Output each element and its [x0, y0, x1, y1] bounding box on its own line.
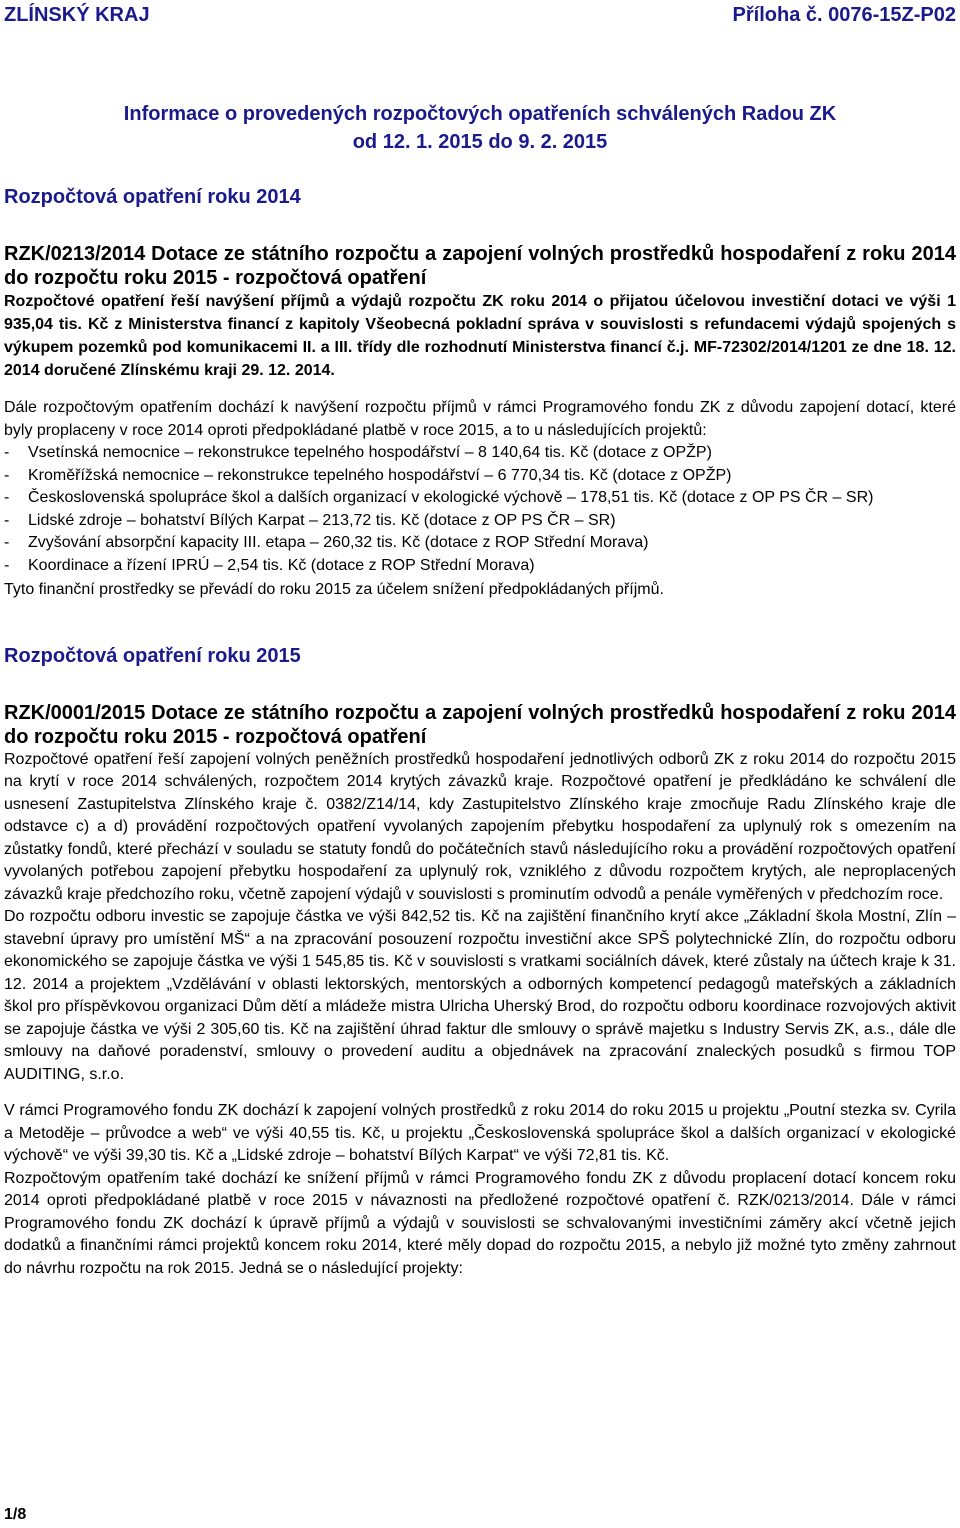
- list-item: - Koordinace a řízení IPRÚ – 2,54 tis. Kč (dotace z ROP Střední Morava): [4, 556, 535, 574]
- item-heading-rzk-0213-2014: RZK/0213/2014 Dotace ze státního rozpočtu a zapojení volných prostředků hospodaření z roku 2014 do rozpočtu roku 2015 - rozpočtová opatření: [4, 243, 956, 289]
- list-item: - Lidské zdroje – bohatství Bílých Karpat – 213,72 tis. Kč (dotace z OP PS ČR – SR): [4, 511, 616, 529]
- attachment-number: Příloha č. 0076-15Z-P02: [732, 4, 956, 26]
- list-item: - Zvyšování absorpční kapacity III. etapa – 260,32 tis. Kč (dotace z ROP Střední Morava): [4, 534, 649, 552]
- page-header: [4, 0, 956, 40]
- document-title-line2: od 12. 1. 2015 do 9. 2. 2015: [352, 131, 608, 153]
- list-item: - Kroměřížská nemocnice – rekonstrukce tepelného hospodářství – 6 770,34 tis. Kč (dotace z OPŽP): [4, 466, 732, 484]
- region-name: ZLÍNSKÝ KRAJ: [4, 4, 150, 26]
- project-list: [4, 442, 956, 578]
- list-item: - Vsetínská nemocnice – rekonstrukce tepelného hospodářství – 8 140,64 tis. Kč (dotace z OPŽP): [4, 444, 712, 461]
- document-title: [4, 100, 956, 156]
- page-number: 1/8: [4, 1506, 27, 1523]
- list-item: - Československá spolupráce škol a dalších organizací v ekologické výchově – 178,51 tis. Kč (dotace z OP PS ČR – SR): [4, 489, 874, 507]
- section1-paragraph-1: Rozpočtové opatření řeší navýšení příjmů a výdajů rozpočtu ZK roku 2014 o přijatou účelovou investiční dotaci ve výši 1 935,04 tis. Kč z Ministerstva financí z kapitoly Všeobecná pokladní správa v souvislosti s refundacemi výdajů spojených s výkupem pozemků pod komunikacemi II. a III. třídy dle rozhodnutí Ministerstva financí č.j. MF-72302/2014/1201 ze dne 18. 12. 2014 doručené Zlínskému kraji 29. 12. 2014.: [4, 293, 956, 379]
- document-page: [4, 0, 956, 1280]
- section1-paragraph-3: Tyto finanční prostředky se převádí do roku 2015 za účelem snížení předpokládaných příjmů.: [4, 580, 664, 598]
- section2-paragraph-1: Rozpočtové opatření řeší zapojení volných peněžních prostředků hospodaření jednotlivých odborů ZK z roku 2014 do rozpočtu 2015 na krytí v roce 2014 schválených, rozpočtem 2014 krytých závazků kraje. Rozpočtové opatření je předkládáno ke schválení dle usnesení Zastupitelstva Zlínského kraje č. 0382/Z14/14, kdy Zastupitelstvo Zlínského kraje zmocňuje Radu Zlínského kraje dle odstavce c) a d) provádění rozpočtových opatření vyvolaných zapojením přebytku hospodaření za uplynulý rok s omezením na zůstatky fondů, které přechází v souladu se statuty fondů do počátečních stavů následujícího roku a provádění rozpočtových opatření vyvolaných potřebou zapojení přebytku hospodaření za uplynulý rok, vzniklého z důvodu rozpočtem krytých, ale neproplacených závazků kraje předchozího roku, včetně zapojení výdajů v souvislosti s prominutím odvodů a penále vyměřených v předchozím roce.: [4, 750, 956, 903]
- section1-paragraph-2: Dále rozpočtovým opatřením dochází k navýšení rozpočtu příjmů v rámci Programového fondu ZK z důvodu zapojení dotací, které byly proplaceny v roce 2014 oproti předpokládané platbě v roce 2015, a to u následujících projektů:: [4, 399, 956, 439]
- section-heading-2015: Rozpočtová opatření roku 2015: [4, 644, 301, 667]
- document-title-line1: Informace o provedených rozpočtových opatřeních schválených Radou ZK: [123, 103, 837, 125]
- section2-paragraph-2: Do rozpočtu odboru investic se zapojuje částka ve výši 842,52 tis. Kč na zajištění finančního krytí akce „Základní škola Mostní, Zlín – stavební úpravy pro umístění MŠ“ a na zpracování posouzení rozpočtu investiční akce SPŠ polytechnické Zlín, do rozpočtu odboru ekonomického se zapojuje částka ve výši 1 545,85 tis. Kč v souvislosti s vratkami sociálních dávek, které zůstaly na účtech kraje k 31. 12. 2014 a projektem „Vzdělávání v oblasti lektorských, mentorských a odborných kompetencí pedagogů mateřských a základních škol pro příspěvkovou organizaci Dům dětí a mládeže mistra Ulricha Uherský Brod, do rozpočtu odboru koordinace rozvojových aktivit se zapojuje částka ve výši 2 305,60 tis. Kč na zajištění úhrad faktur dle smlouvy o správě majetku s Industry Servis ZK, a.s., dále dle smlouvy na daňové poradenství, smlouvy o provedení auditu a objednávek na zpracování znaleckých posudků s firmou TOP AUDITING, s.r.o.: [4, 908, 956, 1083]
- item-heading-rzk-0001-2015: RZK/0001/2015 Dotace ze státního rozpočtu a zapojení volných prostředků hospodaření z roku 2014 do rozpočtu roku 2015 - rozpočtová opatření: [4, 701, 956, 748]
- section2-paragraph-3: V rámci Programového fondu ZK dochází k zapojení volných prostředků z roku 2014 do roku 2015 u projektu „Poutní stezka sv. Cyrila a Metoděje – průvodce a web“ ve výši 40,55 tis. Kč, u projektu „Československá spolupráce škol a dalších organizací v ekologické výchově“ ve výši 39,30 tis. Kč a „Lidské zdroje – bohatství Bílých Karpat“ ve výši 72,81 tis. Kč.: [4, 1102, 956, 1165]
- section2-paragraph-4: Rozpočtovým opatřením také dochází ke snížení příjmů v rámci Programového fondu ZK z důvodu proplacení dotací koncem roku 2014 oproti předpokládané platbě v roce 2015 v návaznosti na předložené rozpočtové opatření č. RZK/0213/2014. Dále v rámci Programového fondu ZK dochází k úpravě příjmů a výdajů v souvislosti se schvalovanými investičními záměry akcí včetně jejich dodatků a finančními rámci projektů koncem roku 2014, které měly dopad do rozpočtu 2015, a nebylo již možné tyto změny zahrnout do návrhu rozpočtu na rok 2015. Jedná se o následující projekty:: [4, 1169, 956, 1277]
- section-heading-2014: Rozpočtová opatření roku 2014: [4, 186, 301, 208]
